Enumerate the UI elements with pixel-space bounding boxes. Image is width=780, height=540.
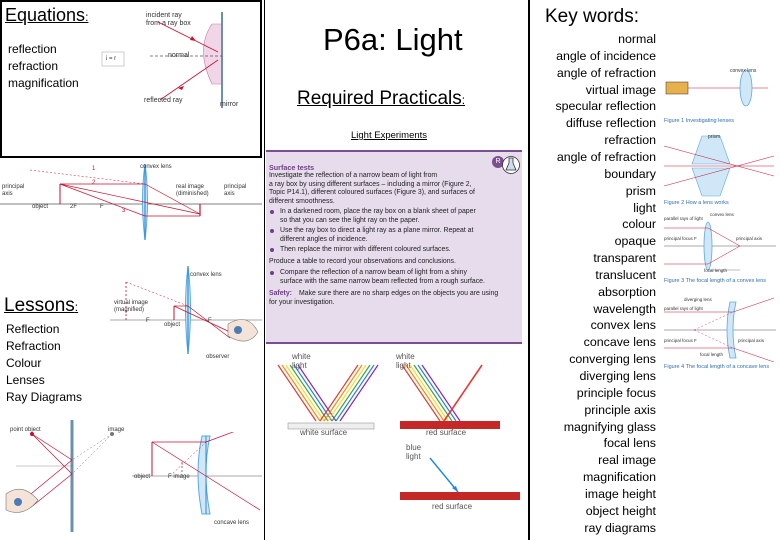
- figure-3-convex-focal: [664, 214, 776, 276]
- incident-ray-label: incident ray from a ray box: [146, 12, 191, 27]
- safety-line-1: Make sure there are no sharp edges on the objects you are using: [299, 290, 499, 297]
- fig3-axis-label: principal axis: [736, 236, 763, 241]
- fig3-focal-length-label: focal length: [704, 268, 728, 273]
- bullet-4: [270, 271, 274, 275]
- compare-line-1: Compare the reflection of a narrow beam of light from a shiny: [280, 269, 467, 276]
- bullet-1-line-2: so that you can see the light ray on the paper.: [280, 216, 420, 224]
- keyword-item: angle of incidence: [556, 48, 656, 63]
- surface-tests-title: Surface tests: [269, 163, 315, 172]
- surface-tests-line-2: a ray box by using different surfaces – including a mirror (Figure 2,: [269, 180, 472, 188]
- magnifier-observer-label: observer: [206, 354, 230, 360]
- keyword-item: boundary: [604, 166, 656, 181]
- blue-light-label: blue light: [406, 443, 422, 461]
- magnifier-object-label: object: [164, 322, 181, 328]
- equation-item-refraction: refraction: [8, 59, 59, 73]
- bullet-1: [270, 210, 274, 214]
- magnifier-virtual-image-label: virtual image (magnified): [114, 300, 149, 313]
- keyword-item: converging lens: [569, 352, 656, 367]
- equation-item-reflection: reflection: [8, 42, 57, 56]
- page-title: P6a: Light: [323, 22, 463, 57]
- keyword-item: convex lens: [590, 318, 656, 333]
- white-light-label-2: white light: [396, 352, 415, 370]
- keyword-item: real image: [598, 453, 656, 468]
- lens-diagram-2f-label: 2F: [70, 204, 78, 210]
- keyword-item: magnification: [582, 470, 656, 485]
- keyword-item: diverging lens: [579, 369, 656, 383]
- lens-diagram-f-label: F: [100, 204, 104, 210]
- bullet-2-line-2: different angles of incidence.: [280, 235, 368, 243]
- white-surface-label: white surface: [300, 428, 348, 437]
- figure-2-caption: Figure 2 How a lens works: [664, 200, 729, 206]
- equations-title: Equations:: [5, 5, 89, 25]
- keyword-item: magnifying glass: [563, 419, 656, 434]
- fig1-convex-label: convex lens: [730, 68, 757, 74]
- figure-2-prism-lens: [664, 132, 776, 202]
- fig2-prism-label: prism: [708, 134, 721, 140]
- keyword-item: colour: [622, 217, 656, 232]
- white-light-label-1: white light: [292, 352, 311, 370]
- keyword-item: ray diagrams: [584, 520, 656, 535]
- flask-icon: [502, 154, 520, 176]
- keyword-item: diffuse reflection: [565, 116, 656, 131]
- lesson-item-ray-diagrams: Ray Diagrams: [6, 390, 83, 404]
- magnifier-f1-label: F: [146, 318, 150, 324]
- concave-lens-diagram: [132, 432, 262, 532]
- fig3-parallel-label: parallel rays of light: [664, 216, 703, 221]
- surface-tests-line-1: Investigate the reflection of a narrow beam of light from: [269, 172, 438, 179]
- figure-3-caption: Figure 3 The focal length of a convex lens: [664, 278, 767, 284]
- keywords-title: Key words:: [545, 6, 639, 27]
- keyword-item: transparent: [593, 251, 656, 266]
- keyword-item: principle focus: [576, 385, 656, 400]
- keyword-item: refraction: [604, 133, 656, 148]
- fig3-convex-label: convex lens: [710, 212, 734, 217]
- fig3-focus-label: principal focus F: [664, 236, 697, 241]
- lens-diagram-object-label: object: [32, 204, 49, 210]
- mirror-image-label: image: [108, 427, 125, 433]
- concave-object-label: object: [134, 474, 151, 480]
- concave-lens-label: concave lens: [214, 520, 250, 526]
- angle-equation-label: i = r: [106, 56, 117, 62]
- fig4-parallel-label: parallel rays of light: [664, 306, 703, 311]
- concave-f-image-label: F image: [168, 474, 190, 480]
- light-experiments-link[interactable]: Light Experiments: [351, 130, 428, 141]
- keyword-item: normal: [618, 32, 656, 46]
- safety-line-2: for your investigation.: [269, 298, 335, 306]
- required-practicals-title: Required Practicals:: [297, 88, 466, 109]
- bullet-3: [270, 248, 274, 252]
- convex-lens-ray-diagram: [0, 160, 262, 245]
- keyword-item: angle of refraction: [556, 149, 656, 164]
- figure-1-caption: Figure 1 Investigating lenses: [664, 118, 735, 124]
- keyword-item: opaque: [614, 234, 656, 249]
- keyword-item: virtual image: [585, 82, 656, 97]
- fig4-diverging-label: diverging lens: [684, 297, 712, 302]
- keyword-item: wavelength: [593, 301, 656, 316]
- fig4-axis-label: principal axis: [738, 338, 765, 343]
- lesson-item-lenses: Lenses: [6, 373, 45, 387]
- keyword-item: angle of refraction: [556, 65, 656, 80]
- surface-tests-produce: Produce a table to record your observations and conclusions.: [269, 258, 456, 265]
- normal-label: normal: [168, 52, 190, 59]
- surface-tests-line-4: different smoothness.: [269, 197, 335, 205]
- lens-diagram-ray-1: 1: [92, 166, 96, 172]
- bullet-3-line-1: Then replace the mirror with different coloured surfaces.: [280, 246, 451, 253]
- lesson-item-colour: Colour: [6, 356, 42, 370]
- reflected-ray-label: reflected ray: [144, 97, 183, 104]
- keyword-item: principle axis: [584, 402, 656, 417]
- magnifier-convex-label: convex lens: [190, 272, 222, 278]
- lens-diagram-axis-label-right: principal axis: [224, 184, 247, 197]
- keyword-item: light: [633, 200, 656, 215]
- lesson-item-refraction: Refraction: [6, 339, 61, 353]
- lens-diagram-convex-label: convex lens: [140, 164, 172, 170]
- point-object-label: point object: [10, 427, 41, 433]
- bullet-2: [270, 229, 274, 233]
- safety-label: Safety:: [269, 290, 292, 297]
- figure-1-lenses: [664, 66, 776, 122]
- practical-badge: R: [492, 156, 504, 168]
- bullet-2-line-1: Use the ray box to direct a light ray as a plane mirror. Repeat at: [280, 227, 474, 234]
- keyword-item: concave lens: [583, 335, 656, 350]
- figure-4-caption: Figure 4 The focal length of a concave lens: [664, 364, 770, 370]
- keyword-item: prism: [625, 183, 656, 198]
- mirror-label: mirror: [220, 101, 239, 108]
- keyword-item: image height: [585, 486, 656, 501]
- bullet-1-line-1: In a darkened room, place the ray box on a blank sheet of paper: [280, 208, 476, 215]
- keyword-item: specular reflection: [555, 99, 656, 114]
- surface-tests-box: [266, 150, 522, 344]
- keyword-item: translucent: [595, 267, 656, 282]
- equation-item-magnification: magnification: [8, 76, 79, 90]
- red-surface-label-2: red surface: [432, 502, 473, 511]
- lesson-item-reflection: Reflection: [6, 322, 60, 336]
- equations-panel: [0, 0, 262, 158]
- keyword-item: focal lens: [603, 436, 656, 451]
- magnifier-f2-label: F: [208, 318, 212, 324]
- fig4-focus-label: principal focus F: [664, 338, 697, 343]
- plane-mirror-image-diagram: [2, 420, 132, 535]
- compare-line-2: surface with the same narrow beam reflected from a rough surface.: [280, 277, 485, 285]
- keyword-item: absorption: [598, 284, 656, 299]
- fig4-focal-length-label: focal length: [700, 352, 724, 357]
- lens-diagram-real-image-label: real image (diminished): [176, 184, 209, 197]
- lens-diagram-ray-2: 2: [92, 180, 96, 186]
- lens-diagram-ray-3: 3: [122, 208, 126, 214]
- red-surface-label-1: red surface: [426, 428, 467, 437]
- keyword-item: object height: [585, 503, 656, 518]
- lessons-title: Lessons:: [4, 295, 79, 316]
- lens-diagram-axis-label: principal axis: [2, 184, 25, 197]
- surface-tests-line-3: Topic P14.1), different coloured surfaces (Figure 3), and surfaces of: [269, 189, 475, 196]
